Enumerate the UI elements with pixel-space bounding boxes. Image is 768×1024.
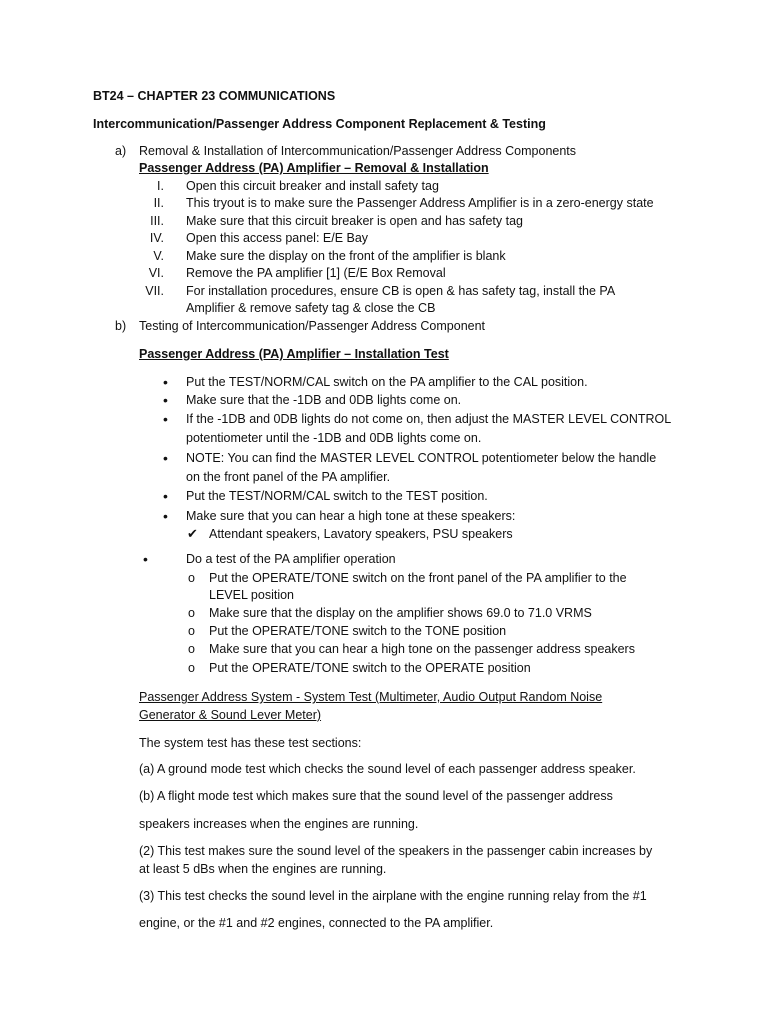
step-number: III. [150,214,164,228]
list-item: Make sure that the -1DB and 0DB lights come on. [186,393,462,407]
bullet-icon: • [163,488,168,504]
sub-item: Put the OPERATE/TONE switch on the front panel of the PA amplifier to the [209,571,627,585]
list-item: Make sure that you can hear a high tone at these speakers: [186,509,516,523]
section-b-marker: b) [115,319,127,333]
operation-heading: Do a test of the PA amplifier operation [186,552,396,566]
circle-bullet-icon: o [188,642,195,656]
list-item: NOTE: You can find the MASTER LEVEL CONTROL potentiometer below the handle [186,451,657,465]
bullet-icon: • [163,374,168,390]
paragraph-continued: at least 5 dBs when the engines are running. [139,862,387,876]
paragraph-continued: engine, or the #1 and #2 engines, connected to the PA amplifier. [139,916,494,930]
paragraph: (2) This test makes sure the sound level of the speakers in the passenger cabin increases by [139,844,653,858]
step-number: IV. [149,231,164,245]
step-text: Open this access panel: E/E Bay [186,231,369,245]
system-test-heading-continued: Generator & Sound Lever Meter) [139,708,322,722]
step-number: VII. [145,284,164,298]
sub-item: Put the OPERATE/TONE switch to the OPERATE position [209,661,531,675]
step-text: Make sure that this circuit breaker is open and has safety tag [186,214,523,228]
section-a-marker: a) [115,144,127,158]
sub-item-continued: LEVEL position [209,588,295,602]
circle-bullet-icon: o [188,661,195,675]
list-item: Put the TEST/NORM/CAL switch on the PA amplifier to the CAL position. [186,375,588,389]
step-text: Make sure the display on the front of the amplifier is blank [186,249,506,263]
circle-bullet-icon: o [188,624,195,638]
system-test-intro: The system test has these test sections: [139,736,362,750]
list-item-continued: on the front panel of the PA amplifier. [186,470,391,484]
bullet-icon: • [143,551,148,567]
step-text: Remove the PA amplifier [1] (E/E Box Removal [186,266,446,280]
system-test-heading: Passenger Address System - System Test (Multimeter, Audio Output Random Noise [139,690,603,704]
section-a-text: Removal & Installation of Intercommunication/Passenger Address Components [139,144,577,158]
circle-bullet-icon: o [188,606,195,620]
circle-bullet-icon: o [188,571,195,585]
checkmark-icon: ✔ [187,526,198,541]
check-item: Attendant speakers, Lavatory speakers, PSU speakers [209,527,513,541]
section-b-subheading: Passenger Address (PA) Amplifier – Installation Test [139,347,449,361]
paragraph-continued: speakers increases when the engines are running. [139,817,419,831]
paragraph: (3) This test checks the sound level in the airplane with the engine running relay from the #1 [139,889,647,903]
step-text-continued: Amplifier & remove safety tag & close the CB [186,301,436,315]
bullet-icon: • [163,450,168,466]
section-a-subheading: Passenger Address (PA) Amplifier – Removal & Installation [139,161,489,175]
section-b-text: Testing of Intercommunication/Passenger Address Component [139,319,486,333]
step-text: This tryout is to make sure the Passenger Address Amplifier is in a zero-energy state [186,196,654,210]
sub-item: Make sure that the display on the amplifier shows 69.0 to 71.0 VRMS [209,606,592,620]
document-title: Intercommunication/Passenger Address Component Replacement & Testing [93,117,546,131]
paragraph: (b) A flight mode test which makes sure that the sound level of the passenger address [139,789,613,803]
step-text: Open this circuit breaker and install safety tag [186,179,439,193]
sub-item: Make sure that you can hear a high tone on the passenger address speakers [209,642,635,656]
sub-item: Put the OPERATE/TONE switch to the TONE position [209,624,507,638]
step-number: II. [153,196,164,210]
step-number: I. [157,179,164,193]
list-item: If the -1DB and 0DB lights do not come on, then adjust the MASTER LEVEL CONTROL [186,412,672,426]
bullet-icon: • [163,411,168,427]
list-item-continued: potentiometer until the -1DB and 0DB lights come on. [186,431,482,445]
bullet-icon: • [163,392,168,408]
chapter-heading: BT24 – CHAPTER 23 COMMUNICATIONS [93,89,336,103]
bullet-icon: • [163,508,168,524]
step-text: For installation procedures, ensure CB is open & has safety tag, install the PA [186,284,616,298]
paragraph: (a) A ground mode test which checks the sound level of each passenger address speaker. [139,762,636,776]
list-item: Put the TEST/NORM/CAL switch to the TEST position. [186,489,488,503]
step-number: V. [153,249,164,263]
step-number: VI. [148,266,164,280]
